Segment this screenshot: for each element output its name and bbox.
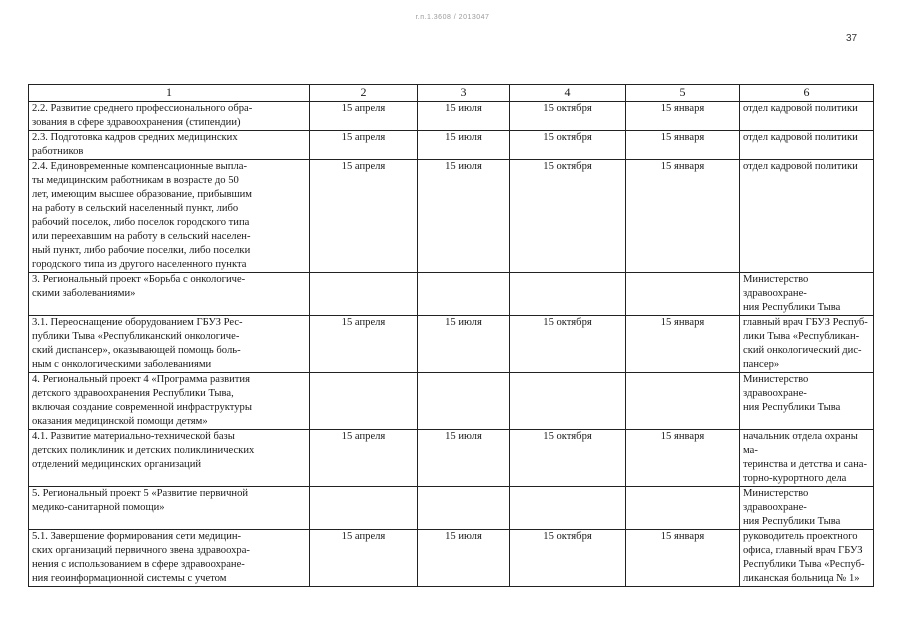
column-header-1: 1 bbox=[29, 85, 310, 102]
deadline-q2: 15 июля bbox=[418, 160, 510, 273]
deadline-q4: 15 января bbox=[626, 316, 740, 373]
activity-name: 4.1. Развитие материально-технической базы детских поликлиник и детских поликлинических отделений медицинских организаций bbox=[29, 430, 310, 487]
deadline-q1 bbox=[310, 487, 418, 530]
deadline-q1: 15 апреля bbox=[310, 530, 418, 587]
table-row bbox=[29, 316, 874, 373]
table-row bbox=[29, 373, 874, 430]
table-row bbox=[29, 131, 874, 160]
deadline-q1: 15 апреля bbox=[310, 131, 418, 160]
activity-name: 5. Региональный проект 5 «Развитие первичной медико-санитарной помощи» bbox=[29, 487, 310, 530]
deadline-q4: 15 января bbox=[626, 160, 740, 273]
deadline-q2 bbox=[418, 273, 510, 316]
activity-name: 4. Региональный проект 4 «Программа развития детского здравоохранения Республики Тыва, включая создание современной инфраструктуры оказания медицинской помощи детям» bbox=[29, 373, 310, 430]
deadline-q3: 15 октября bbox=[510, 316, 626, 373]
responsible: Министерство здравоохране- ния Республики Тыва bbox=[740, 273, 874, 316]
deadline-q4: 15 января bbox=[626, 102, 740, 131]
document-id: г.п.1.3608 / 2013047 bbox=[415, 14, 490, 21]
deadline-q2: 15 июля bbox=[418, 131, 510, 160]
deadline-q2: 15 июля bbox=[418, 316, 510, 373]
table-row bbox=[29, 102, 874, 131]
responsible: руководитель проектного офиса, главный врач ГБУЗ Республики Тыва «Респуб- ликанская больница № 1» bbox=[740, 530, 874, 587]
deadline-q4: 15 января bbox=[626, 131, 740, 160]
deadline-q4: 15 января bbox=[626, 530, 740, 587]
deadline-q3: 15 октября bbox=[510, 131, 626, 160]
deadline-q1 bbox=[310, 273, 418, 316]
activity-name: 2.3. Подготовка кадров средних медицинских работников bbox=[29, 131, 310, 160]
deadline-q4: 15 января bbox=[626, 430, 740, 487]
responsible: главный врач ГБУЗ Респуб- лики Тыва «Республикан- ский онкологический дис- пансер» bbox=[740, 316, 874, 373]
deadline-q3 bbox=[510, 373, 626, 430]
table-row bbox=[29, 487, 874, 530]
activity-name: 3. Региональный проект «Борьба с онкологиче- скими заболеваниями» bbox=[29, 273, 310, 316]
responsible: Министерство здравоохране- ния Республики Тыва bbox=[740, 373, 874, 430]
deadline-q1 bbox=[310, 373, 418, 430]
deadline-q1: 15 апреля bbox=[310, 160, 418, 273]
column-header-5: 5 bbox=[626, 85, 740, 102]
deadline-q2: 15 июля bbox=[418, 430, 510, 487]
activity-name: 5.1. Завершение формирования сети медицин- ских организаций первичного звена здравоохра- нения с использованием в сфере здравоохране- ния геоинформационной системы с учетом bbox=[29, 530, 310, 587]
responsible: отдел кадровой политики bbox=[740, 102, 874, 131]
deadline-q1: 15 апреля bbox=[310, 102, 418, 131]
table-row bbox=[29, 430, 874, 487]
deadline-q4 bbox=[626, 487, 740, 530]
activity-name: 2.4. Единовременные компенсационные выпла- ты медицинским работникам в возрасте до 50 лет, имеющим высшее образование, прибывшим на работу в сельский населенный пункт, либо рабочий поселок, либо поселок городского типа или переехавшим на работу в сельский населен- ный пункт, либо рабочие поселки, либо поселки городского типа из другого населенного пункта bbox=[29, 160, 310, 273]
deadline-q1: 15 апреля bbox=[310, 316, 418, 373]
deadline-q3 bbox=[510, 487, 626, 530]
deadline-q3: 15 октября bbox=[510, 430, 626, 487]
deadline-q3: 15 октября bbox=[510, 530, 626, 587]
table-header-row bbox=[29, 85, 874, 102]
activity-name: 2.2. Развитие среднего профессионального обра- зования в сфере здравоохранения (стипендии) bbox=[29, 102, 310, 131]
deadline-q4 bbox=[626, 273, 740, 316]
deadline-q2 bbox=[418, 373, 510, 430]
activity-name: 3.1. Переоснащение оборудованием ГБУЗ Рес- публики Тыва «Республиканский онкологиче- ский диспансер», оказывающей помощь боль- ным с онкологическими заболеваниями bbox=[29, 316, 310, 373]
deadline-q3: 15 октября bbox=[510, 102, 626, 131]
column-header-4: 4 bbox=[510, 85, 626, 102]
responsible: Министерство здравоохране- ния Республики Тыва bbox=[740, 487, 874, 530]
deadline-q2: 15 июля bbox=[418, 102, 510, 131]
deadline-q2: 15 июля bbox=[418, 530, 510, 587]
page-number: 37 bbox=[846, 33, 858, 44]
deadline-q3: 15 октября bbox=[510, 160, 626, 273]
responsible: отдел кадровой политики bbox=[740, 160, 874, 273]
plan-table bbox=[28, 84, 874, 587]
table-row bbox=[29, 160, 874, 273]
deadline-q3 bbox=[510, 273, 626, 316]
responsible: начальник отдела охраны ма- теринства и детства и сана- торно-курортного дела bbox=[740, 430, 874, 487]
column-header-2: 2 bbox=[310, 85, 418, 102]
responsible: отдел кадровой политики bbox=[740, 131, 874, 160]
column-header-3: 3 bbox=[418, 85, 510, 102]
table-row bbox=[29, 530, 874, 587]
column-header-6: 6 bbox=[740, 85, 874, 102]
deadline-q1: 15 апреля bbox=[310, 430, 418, 487]
table-row bbox=[29, 273, 874, 316]
deadline-q4 bbox=[626, 373, 740, 430]
deadline-q2 bbox=[418, 487, 510, 530]
